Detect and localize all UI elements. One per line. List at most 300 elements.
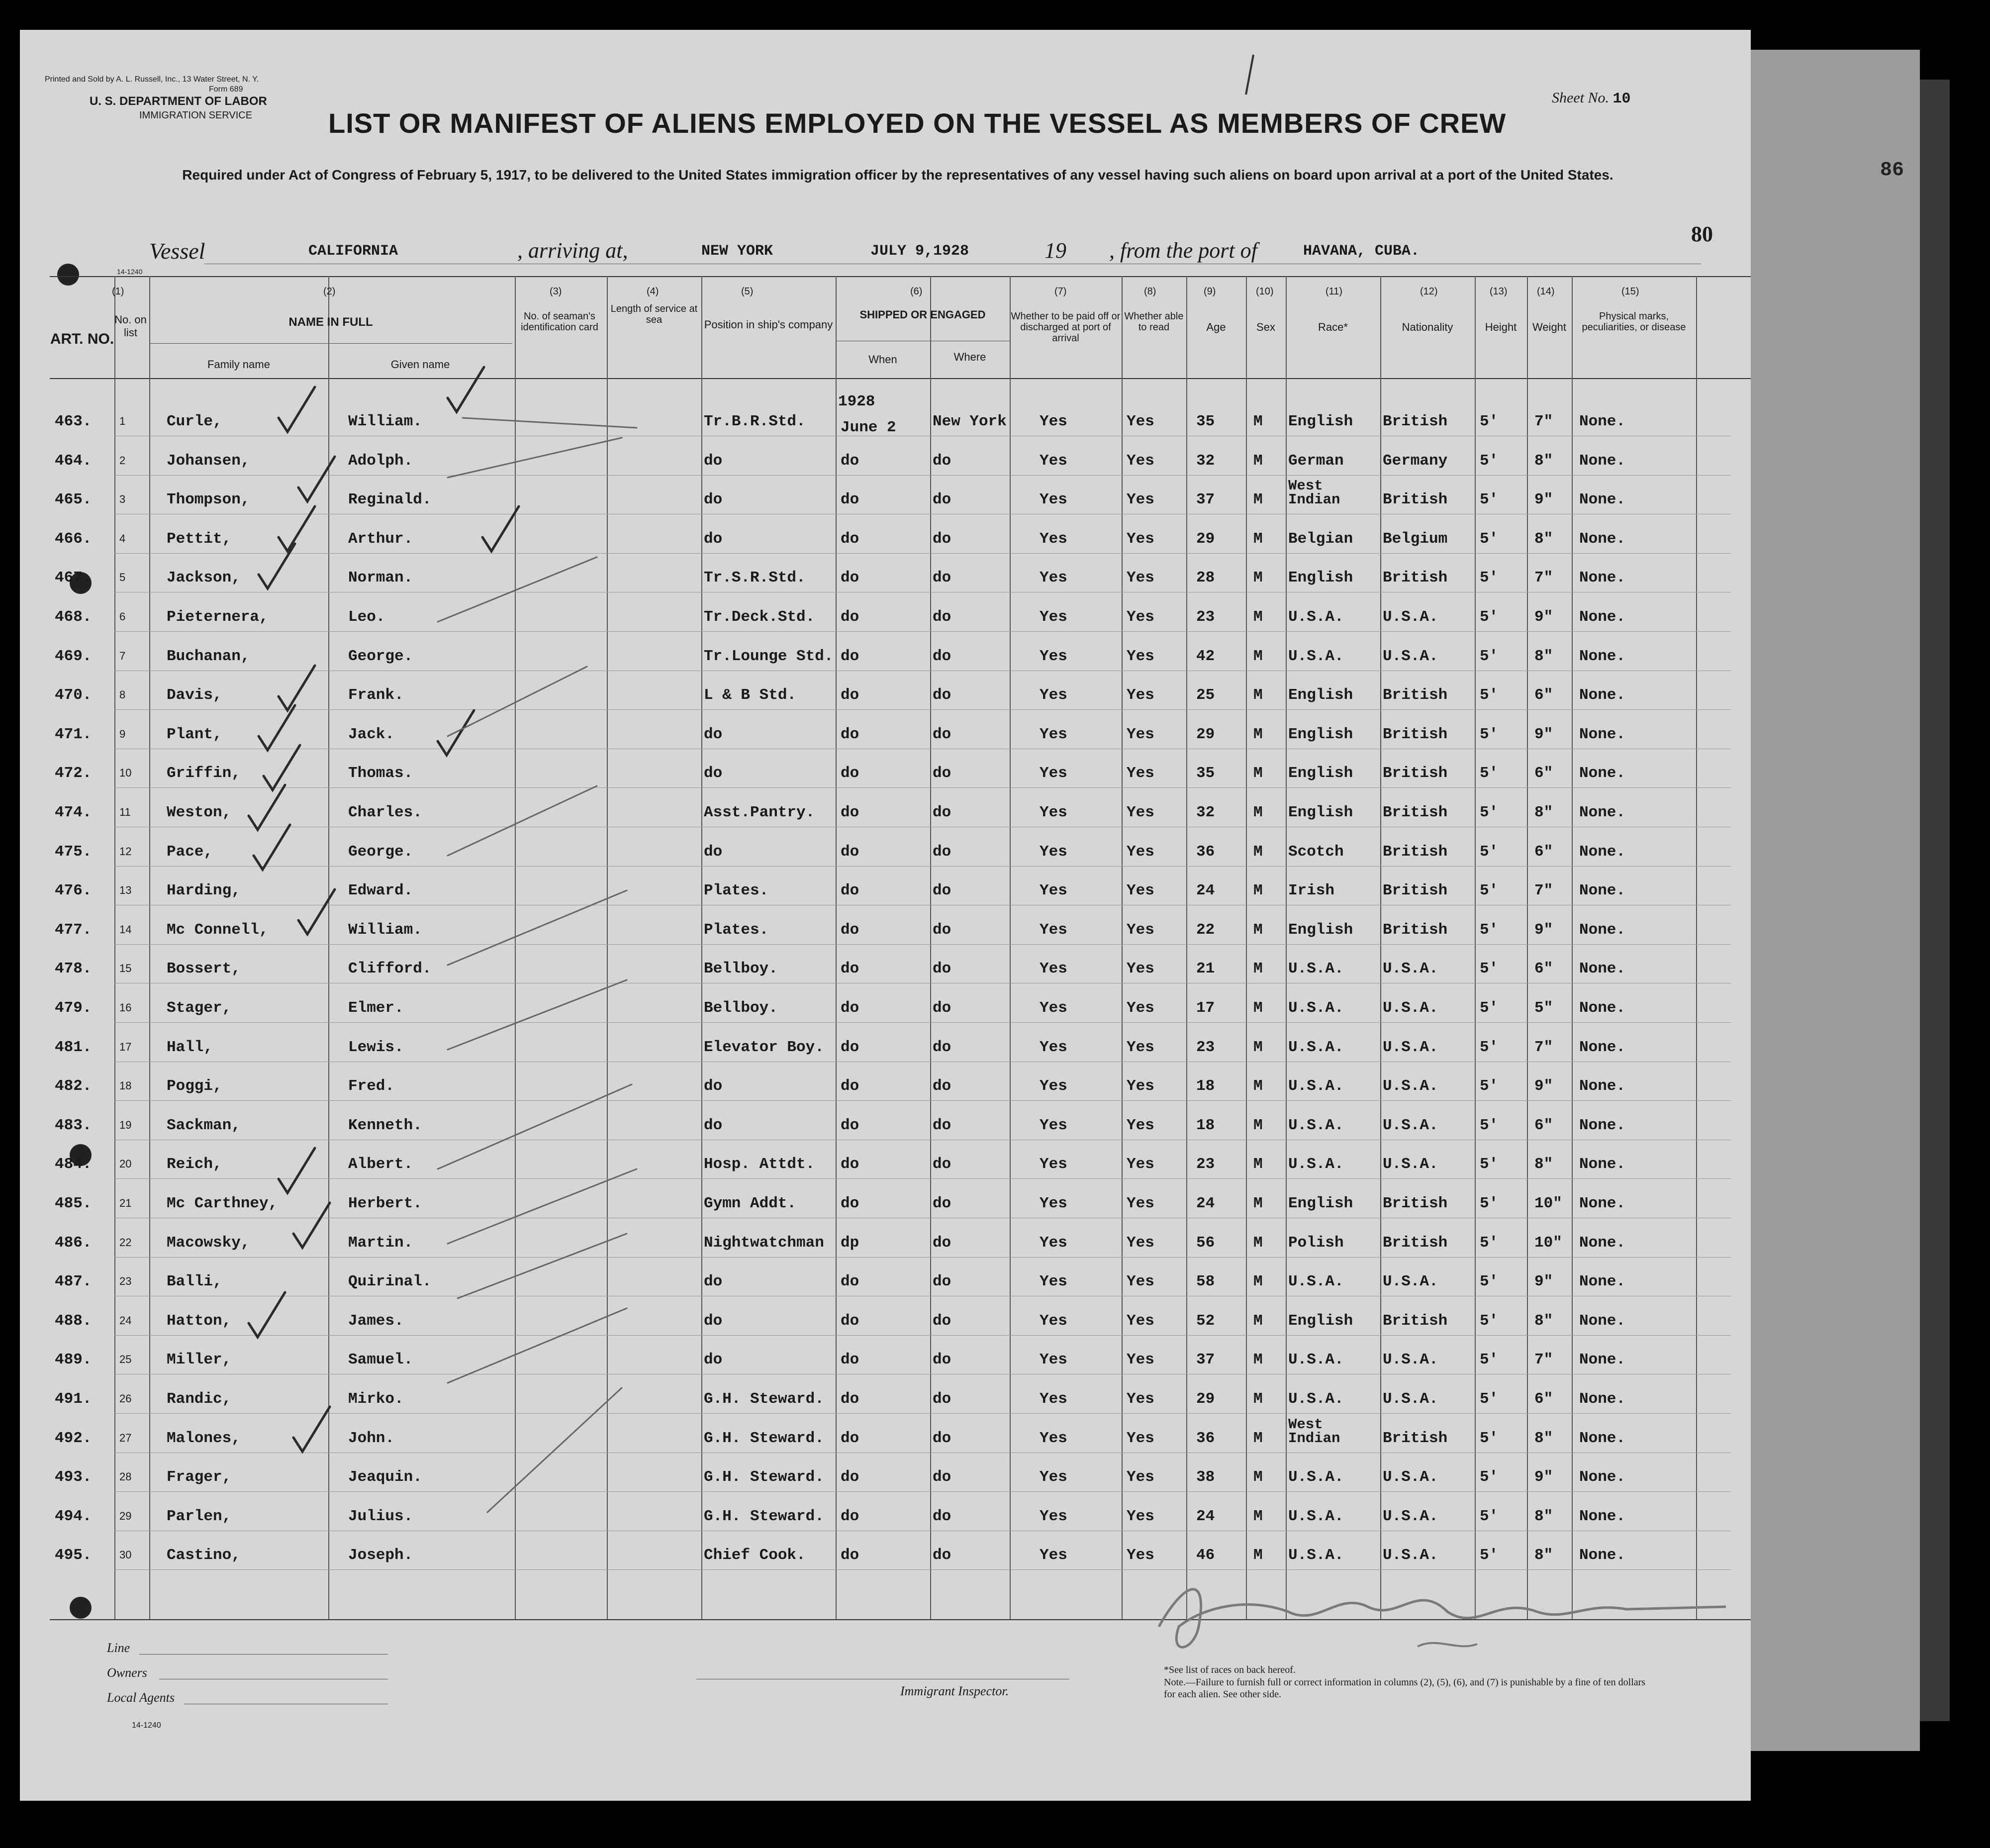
col-num-1: (1) xyxy=(112,286,124,297)
cell-sex: M xyxy=(1253,1508,1263,1525)
cell-no: 26 xyxy=(119,1392,132,1405)
cell-sex: M xyxy=(1253,1273,1263,1290)
cell-where: do xyxy=(933,491,951,508)
arrival-port: NEW YORK xyxy=(701,243,773,260)
cell-read: Yes xyxy=(1127,1312,1154,1330)
cell-ht: 5' xyxy=(1480,1547,1499,1564)
cell-art: 471. xyxy=(55,726,92,743)
header-age: Age xyxy=(1206,321,1226,333)
cell-art: 487. xyxy=(55,1273,92,1290)
pencil-tick xyxy=(448,890,627,965)
cell-race: U.S.A. xyxy=(1288,1547,1344,1564)
cell-age: 24 xyxy=(1196,882,1215,899)
cell-where: do xyxy=(933,765,951,782)
cell-read: Yes xyxy=(1127,843,1154,861)
cell-sex: M xyxy=(1253,491,1263,508)
cell-phys: None. xyxy=(1579,804,1626,821)
cell-sex: M xyxy=(1253,608,1263,626)
cell-no: 20 xyxy=(119,1158,132,1170)
cell-where: do xyxy=(933,608,951,626)
cell-family: Poggi, xyxy=(167,1077,222,1095)
cell-wt: 9" xyxy=(1534,1468,1553,1486)
cell-where: do xyxy=(933,569,951,586)
cell-age: 35 xyxy=(1196,765,1215,782)
cell-when: do xyxy=(841,1117,859,1134)
col-num-4: (4) xyxy=(647,286,659,297)
cell-position: do xyxy=(704,1351,723,1368)
cell-when: do xyxy=(841,1390,859,1408)
cell-race: Belgian xyxy=(1288,530,1353,548)
cell-race: Polish xyxy=(1288,1234,1344,1252)
pencil-tick xyxy=(487,1388,622,1512)
cell-no: 23 xyxy=(119,1275,132,1287)
cell-age: 46 xyxy=(1196,1547,1215,1564)
cell-nat: Belgium xyxy=(1383,530,1448,548)
cell-age: 36 xyxy=(1196,1430,1215,1447)
cell-given: William. xyxy=(348,413,422,430)
cell-ht: 5' xyxy=(1480,1312,1499,1330)
checkmark-icon xyxy=(259,544,295,588)
pencil-tick xyxy=(448,438,622,478)
cell-sex: M xyxy=(1253,569,1263,586)
cell-wt: 6" xyxy=(1534,765,1553,782)
cell-where: do xyxy=(933,1547,951,1564)
cell-no: 22 xyxy=(119,1236,132,1249)
cell-nat: British xyxy=(1383,413,1448,430)
cell-family: Pace, xyxy=(167,843,213,861)
cell-phys: None. xyxy=(1579,1508,1626,1525)
department-label: U. S. DEPARTMENT OF LABOR xyxy=(90,95,267,108)
cell-age: 24 xyxy=(1196,1195,1215,1212)
cell-given: James. xyxy=(348,1312,404,1330)
printer-line: Printed and Sold by A. L. Russell, Inc., 13 Water Street, N. Y. xyxy=(45,75,259,84)
cell-age: 21 xyxy=(1196,960,1215,977)
cell-nat: British xyxy=(1383,804,1448,821)
cell-phys: None. xyxy=(1579,1234,1626,1252)
cell-family: Malones, xyxy=(167,1430,241,1447)
cell-position: do xyxy=(704,765,723,782)
header-when: When xyxy=(868,353,897,366)
cell-family: Plant, xyxy=(167,726,222,743)
cell-family: Hatton, xyxy=(167,1312,232,1330)
pencil-tick xyxy=(438,557,597,622)
cell-wt: 9" xyxy=(1534,726,1553,743)
cell-sex: M xyxy=(1253,1430,1263,1447)
cell-ht: 5' xyxy=(1480,1195,1499,1212)
cell-ht: 5' xyxy=(1480,569,1499,586)
cell-position: Tr.B.R.Std. xyxy=(704,413,806,430)
header-length-service: Length of service at sea xyxy=(610,303,698,325)
header-no-on-list: No. on list xyxy=(114,313,147,339)
col-num-7: (7) xyxy=(1054,286,1067,297)
cell-race: U.S.A. xyxy=(1288,608,1344,626)
cell-when: do xyxy=(841,452,859,470)
cell-when: do xyxy=(841,921,859,939)
pencil-tick xyxy=(438,1084,632,1169)
cell-where: do xyxy=(933,1234,951,1252)
cell-paid: Yes xyxy=(1040,843,1067,861)
cell-race: Scotch xyxy=(1288,843,1344,861)
header-where: Where xyxy=(953,351,986,363)
cell-no: 19 xyxy=(119,1119,132,1131)
cell-position: do xyxy=(704,843,723,861)
cell-when: do xyxy=(841,999,859,1017)
cell-family: Miller, xyxy=(167,1351,232,1368)
cell-wt: 8" xyxy=(1534,1508,1553,1525)
cell-position: do xyxy=(704,452,723,470)
cell-position: Gymn Addt. xyxy=(704,1195,797,1212)
cell-paid: Yes xyxy=(1040,413,1067,430)
cell-ht: 5' xyxy=(1480,1508,1499,1525)
cell-phys: None. xyxy=(1579,765,1626,782)
cell-ht: 5' xyxy=(1480,1039,1499,1056)
cell-family: Mc Carthney, xyxy=(167,1195,278,1212)
cell-nat: U.S.A. xyxy=(1383,1273,1438,1290)
pencil-tick xyxy=(448,786,597,856)
header-position: Position in ship's company xyxy=(704,318,833,331)
form-number: Form 689 xyxy=(209,85,243,94)
cell-paid: Yes xyxy=(1040,1195,1067,1212)
cell-age: 58 xyxy=(1196,1273,1215,1290)
cell-no: 5 xyxy=(119,571,126,584)
cell-when: do xyxy=(841,1039,859,1056)
cell-age: 18 xyxy=(1196,1077,1215,1095)
cell-ht: 5' xyxy=(1480,686,1499,704)
col-num-12: (12) xyxy=(1420,286,1438,297)
cell-position: Plates. xyxy=(704,882,769,899)
cell-paid: Yes xyxy=(1040,999,1067,1017)
cell-art: 486. xyxy=(55,1234,92,1252)
cell-nat: British xyxy=(1383,726,1448,743)
cell-read: Yes xyxy=(1127,1077,1154,1095)
cell-ht: 5' xyxy=(1480,530,1499,548)
penalty-note: Note.—Failure to furnish full or correct information in columns (2), (5), (6), and (7) is punishable by a fine of ten dollars for each alien. See other side. xyxy=(1164,1677,1646,1700)
cell-paid: Yes xyxy=(1040,960,1067,977)
cell-age: 37 xyxy=(1196,1351,1215,1368)
cell-no: 28 xyxy=(119,1470,132,1483)
cell-no: 9 xyxy=(119,728,126,740)
cell-nat: U.S.A. xyxy=(1383,1351,1438,1368)
cell-phys: None. xyxy=(1579,1156,1626,1173)
cell-ht: 5' xyxy=(1480,960,1499,977)
cell-phys: None. xyxy=(1579,569,1626,586)
cell-age: 36 xyxy=(1196,843,1215,861)
cell-age: 37 xyxy=(1196,491,1215,508)
cell-age: 29 xyxy=(1196,530,1215,548)
cell-nat: U.S.A. xyxy=(1383,1547,1438,1564)
cell-art: 469. xyxy=(55,648,92,665)
cell-read: Yes xyxy=(1127,1468,1154,1486)
cell-sex: M xyxy=(1253,882,1263,899)
cell-phys: None. xyxy=(1579,491,1626,508)
cell-race: U.S.A. xyxy=(1288,1039,1344,1056)
cell-ht: 5' xyxy=(1480,1390,1499,1408)
checkmark-icon xyxy=(448,367,484,412)
sheet-label: Sheet No. xyxy=(1552,90,1609,106)
checkmark-icon xyxy=(249,785,285,830)
arrival-date: JULY 9,1928 xyxy=(870,243,969,260)
cell-when: do xyxy=(841,726,859,743)
checkmark-icon xyxy=(279,666,315,710)
cell-wt: 9" xyxy=(1534,1077,1553,1095)
cell-age: 38 xyxy=(1196,1468,1215,1486)
cell-wt: 7" xyxy=(1534,1351,1553,1368)
cell-nat: U.S.A. xyxy=(1383,1156,1438,1173)
cell-position: do xyxy=(704,1117,723,1134)
cell-paid: Yes xyxy=(1040,726,1067,743)
cell-where: do xyxy=(933,1156,951,1173)
col-num-8: (8) xyxy=(1144,286,1156,297)
cell-art: 491. xyxy=(55,1390,92,1408)
cell-given: Martin. xyxy=(348,1234,413,1252)
cell-when: do xyxy=(841,530,859,548)
cell-where: do xyxy=(933,1273,951,1290)
cell-given: Norman. xyxy=(348,569,413,586)
races-note: *See list of races on back hereof. xyxy=(1164,1664,1296,1675)
pencil-tick xyxy=(448,667,587,736)
cell-wt: 5" xyxy=(1534,999,1553,1017)
cell-family: Stager, xyxy=(167,999,232,1017)
cell-sex: M xyxy=(1253,843,1263,861)
cell-family: Harding, xyxy=(167,882,241,899)
page-title: LIST OR MANIFEST OF ALIENS EMPLOYED ON THE VESSEL AS MEMBERS OF CREW xyxy=(328,107,1507,139)
col-num-2: (2) xyxy=(323,286,336,297)
pencil-tick xyxy=(463,418,637,428)
cell-paid: Yes xyxy=(1040,765,1067,782)
cell-given: Julius. xyxy=(348,1508,413,1525)
header-race: Race* xyxy=(1318,321,1348,333)
cell-nat: British xyxy=(1383,1195,1448,1212)
cell-ht: 5' xyxy=(1480,1156,1499,1173)
cell-no: 17 xyxy=(119,1041,132,1053)
checkmark-icon xyxy=(249,1292,285,1337)
cell-ht: 5' xyxy=(1480,491,1499,508)
cell-read: Yes xyxy=(1127,569,1154,586)
cell-family: Thompson, xyxy=(167,491,250,508)
cell-where: do xyxy=(933,960,951,977)
cell-where: do xyxy=(933,1312,951,1330)
cell-given: Samuel. xyxy=(348,1351,413,1368)
cell-given: Leo. xyxy=(348,608,385,626)
cell-race: English xyxy=(1288,804,1353,821)
cell-read: Yes xyxy=(1127,804,1154,821)
cell-wt: 8" xyxy=(1534,804,1553,821)
cell-position: Tr.Deck.Std. xyxy=(704,608,815,626)
cell-position: L & B Std. xyxy=(704,686,797,704)
cell-race: U.S.A. xyxy=(1288,960,1344,977)
cell-ht: 5' xyxy=(1480,882,1499,899)
cell-age: 35 xyxy=(1196,413,1215,430)
cell-given: Jack. xyxy=(348,726,395,743)
cell-when: do xyxy=(841,1430,859,1447)
cell-where: do xyxy=(933,843,951,861)
cell-art: 474. xyxy=(55,804,92,821)
cell-when: do xyxy=(841,882,859,899)
cell-sex: M xyxy=(1253,452,1263,470)
cell-wt: 10" xyxy=(1534,1234,1562,1252)
cell-nat: British xyxy=(1383,1312,1448,1330)
cell-family: Parlen, xyxy=(167,1508,232,1525)
cell-given: Charles. xyxy=(348,804,422,821)
cell-sex: M xyxy=(1253,1351,1263,1368)
cell-when: do xyxy=(841,1508,859,1525)
cell-no: 25 xyxy=(119,1353,132,1365)
departure-port: HAVANA, CUBA. xyxy=(1303,243,1420,260)
cell-read: Yes xyxy=(1127,648,1154,665)
cell-family: Bossert, xyxy=(167,960,241,977)
cell-read: Yes xyxy=(1127,960,1154,977)
cell-nat: U.S.A. xyxy=(1383,1390,1438,1408)
col-num-14: (14) xyxy=(1537,286,1555,297)
cell-when: do xyxy=(841,804,859,821)
cell-wt: 8" xyxy=(1534,530,1553,548)
cell-given: Adolph. xyxy=(348,452,413,470)
cell-read: Yes xyxy=(1127,452,1154,470)
cell-read: Yes xyxy=(1127,1430,1154,1447)
cell-paid: Yes xyxy=(1040,1117,1067,1134)
cell-sex: M xyxy=(1253,1156,1263,1173)
cell-art: 468. xyxy=(55,608,92,626)
cell-where: do xyxy=(933,1195,951,1212)
cell-family: Pieternera, xyxy=(167,608,269,626)
cell-sex: M xyxy=(1253,999,1263,1017)
cell-phys: None. xyxy=(1579,843,1626,861)
cell-no: 10 xyxy=(119,767,132,779)
header-seaman-id: No. of seaman's identification card xyxy=(521,311,598,333)
form-code-footer: 14-1240 xyxy=(132,1721,161,1730)
cell-wt: 7" xyxy=(1534,882,1553,899)
cell-position: do xyxy=(704,726,723,743)
cell-given: Frank. xyxy=(348,686,404,704)
cell-age: 23 xyxy=(1196,1156,1215,1173)
cell-given: Elmer. xyxy=(348,999,404,1017)
col-num-11: (11) xyxy=(1326,286,1343,297)
year-shipped: 1928 xyxy=(838,393,875,410)
cell-read: Yes xyxy=(1127,1508,1154,1525)
cell-read: Yes xyxy=(1127,921,1154,939)
cell-ht: 5' xyxy=(1480,1273,1499,1290)
cell-no: 2 xyxy=(119,454,126,467)
cell-nat: U.S.A. xyxy=(1383,1468,1438,1486)
cell-nat: U.S.A. xyxy=(1383,1077,1438,1095)
col-num-5: (5) xyxy=(741,286,754,297)
cell-family: Balli, xyxy=(167,1273,222,1290)
cell-where: do xyxy=(933,804,951,821)
cell-age: 29 xyxy=(1196,726,1215,743)
cell-when: do xyxy=(841,1195,859,1212)
cell-nat: U.S.A. xyxy=(1383,1039,1438,1056)
cell-nat: British xyxy=(1383,765,1448,782)
cell-position: Hosp. Attdt. xyxy=(704,1156,815,1173)
cell-paid: Yes xyxy=(1040,1312,1067,1330)
checkmark-icon xyxy=(279,1148,315,1193)
cell-art: 488. xyxy=(55,1312,92,1330)
cell-given: George. xyxy=(348,648,413,665)
cell-sex: M xyxy=(1253,726,1263,743)
cell-sex: M xyxy=(1253,1039,1263,1056)
cell-given: Lewis. xyxy=(348,1039,404,1056)
cell-where: do xyxy=(933,882,951,899)
cell-race: English xyxy=(1288,1195,1353,1212)
cell-where: do xyxy=(933,999,951,1017)
cell-given: Clifford. xyxy=(348,960,432,977)
cell-race: U.S.A. xyxy=(1288,999,1344,1017)
cell-paid: Yes xyxy=(1040,1508,1067,1525)
cell-age: 25 xyxy=(1196,686,1215,704)
cell-family: Pettit, xyxy=(167,530,232,548)
cell-where: do xyxy=(933,452,951,470)
header-paid-off: Whether to be paid off or discharged at port of arrival xyxy=(1011,311,1121,344)
cell-nat: U.S.A. xyxy=(1383,1508,1438,1525)
cell-sex: M xyxy=(1253,648,1263,665)
cell-given: Albert. xyxy=(348,1156,413,1173)
margin-number: 86 xyxy=(1880,159,1904,182)
cell-paid: Yes xyxy=(1040,608,1067,626)
vessel-label: Vessel xyxy=(149,238,205,264)
cell-when: do xyxy=(841,608,859,626)
header-family-name: Family name xyxy=(207,358,270,371)
cell-given: Herbert. xyxy=(348,1195,422,1212)
cell-no: 14 xyxy=(119,923,132,936)
cell-ht: 5' xyxy=(1480,608,1499,626)
cell-paid: Yes xyxy=(1040,491,1067,508)
cell-position: Chief Cook. xyxy=(704,1547,806,1564)
cell-when: do xyxy=(841,1351,859,1368)
cell-phys: None. xyxy=(1579,1195,1626,1212)
cell-age: 32 xyxy=(1196,452,1215,470)
from-label: , from the port of xyxy=(1109,238,1257,263)
cell-race: U.S.A. xyxy=(1288,1468,1344,1486)
cell-where: do xyxy=(933,1390,951,1408)
cell-wt: 7" xyxy=(1534,413,1553,430)
cell-paid: Yes xyxy=(1040,1077,1067,1095)
cell-position: G.H. Steward. xyxy=(704,1508,824,1525)
cell-wt: 8" xyxy=(1534,1156,1553,1173)
inspector-label: Immigrant Inspector. xyxy=(900,1684,1009,1698)
cell-sex: M xyxy=(1253,921,1263,939)
cell-when: do xyxy=(841,960,859,977)
cell-age: 29 xyxy=(1196,1390,1215,1408)
cell-given: George. xyxy=(348,843,413,861)
cell-where: do xyxy=(933,1077,951,1095)
cell-paid: Yes xyxy=(1040,1039,1067,1056)
col-num-9: (9) xyxy=(1204,286,1216,297)
cell-family: Weston, xyxy=(167,804,232,821)
cell-sex: M xyxy=(1253,1117,1263,1134)
cell-art: 475. xyxy=(55,843,92,861)
cell-where: do xyxy=(933,1117,951,1134)
cell-paid: Yes xyxy=(1040,1156,1067,1173)
cell-race: U.S.A. xyxy=(1288,648,1344,665)
cell-wt: 9" xyxy=(1534,1273,1553,1290)
cell-position: do xyxy=(704,1077,723,1095)
cell-when: do xyxy=(841,1468,859,1486)
cell-no: 3 xyxy=(119,493,126,505)
cell-paid: Yes xyxy=(1040,452,1067,470)
header-physical: Physical marks, peculiarities, or disease xyxy=(1582,311,1686,333)
cell-wt: 6" xyxy=(1534,686,1553,704)
cell-phys: None. xyxy=(1579,882,1626,899)
cell-given: William. xyxy=(348,921,422,939)
cell-ht: 5' xyxy=(1480,921,1499,939)
cell-sex: M xyxy=(1253,960,1263,977)
cell-age: 32 xyxy=(1196,804,1215,821)
cell-art: 477. xyxy=(55,921,92,939)
cell-art: 494. xyxy=(55,1508,92,1525)
cell-when: June 2 xyxy=(841,419,896,436)
cell-art: 492. xyxy=(55,1430,92,1447)
cell-where: New York xyxy=(933,413,1007,430)
